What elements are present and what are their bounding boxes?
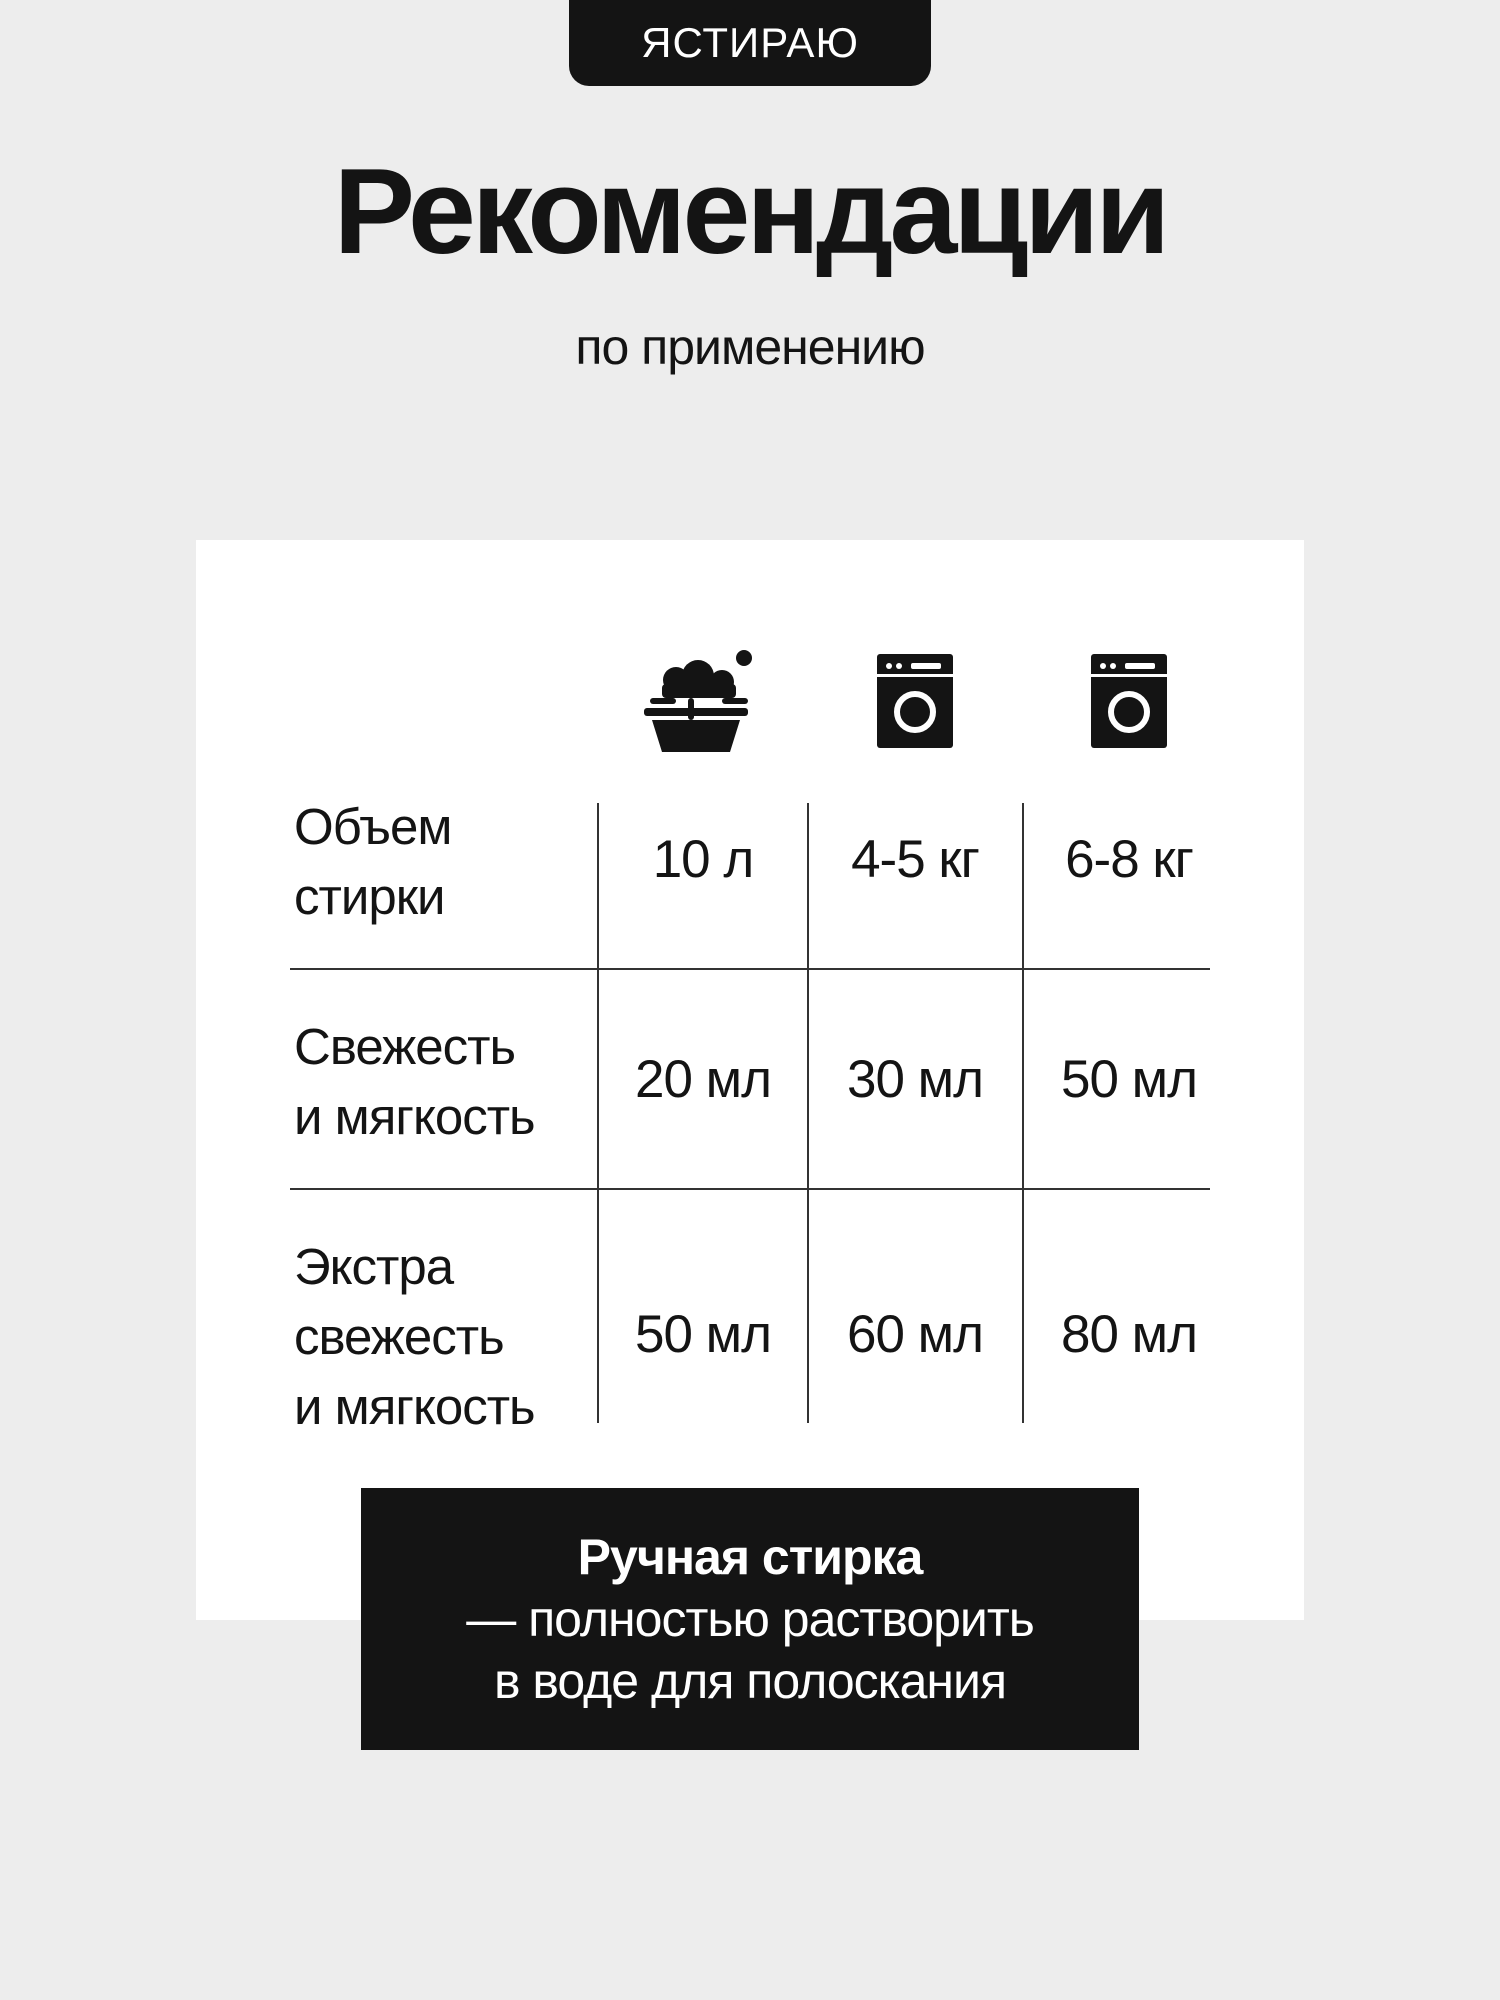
brand-tab: [569, 0, 931, 86]
row-label-extra-freshness: [294, 1232, 594, 1442]
washing-machine-icon: [1069, 640, 1189, 760]
row-divider: [290, 1188, 1210, 1190]
table-cell: 20 мл: [634, 1050, 772, 1109]
table-cell: 4-5 кг: [851, 830, 979, 889]
row-label-line: Экстра: [294, 1238, 454, 1295]
note-title: Ручная стирка: [577, 1529, 923, 1585]
brand-name: ЯСТИРАЮ: [641, 19, 859, 66]
table-cell: 60 мл: [846, 1305, 984, 1364]
hand-wash-basin-icon: [636, 640, 756, 760]
table-cell: 80 мл: [1060, 1305, 1198, 1364]
table-cell: 30 мл: [846, 1050, 984, 1109]
row-label-line: Свежесть: [294, 1018, 516, 1075]
table-cell: 6-8 кг: [1065, 830, 1193, 889]
table-cell: 50 мл: [1060, 1050, 1198, 1109]
washing-machine-icon: [855, 640, 975, 760]
row-label-line: свежесть: [294, 1308, 504, 1365]
row-label-line: и мягкость: [294, 1378, 535, 1435]
note-line: в воде для полоскания: [493, 1653, 1007, 1709]
row-label-line: стирки: [294, 868, 445, 925]
row-label-freshness: [294, 1012, 594, 1152]
row-divider: [290, 968, 1210, 970]
table-cell: 10 л: [652, 830, 754, 889]
row-label-wash-volume: [294, 792, 594, 932]
note-line: — полностью растворить: [466, 1591, 1034, 1647]
page-title: Рекомендации: [333, 143, 1167, 279]
hand-wash-note: [361, 1488, 1139, 1750]
page-subtitle: по применению: [575, 319, 925, 375]
row-label-line: Объем: [294, 798, 452, 855]
row-label-line: и мягкость: [294, 1088, 535, 1145]
table-cell: 50 мл: [634, 1305, 772, 1364]
